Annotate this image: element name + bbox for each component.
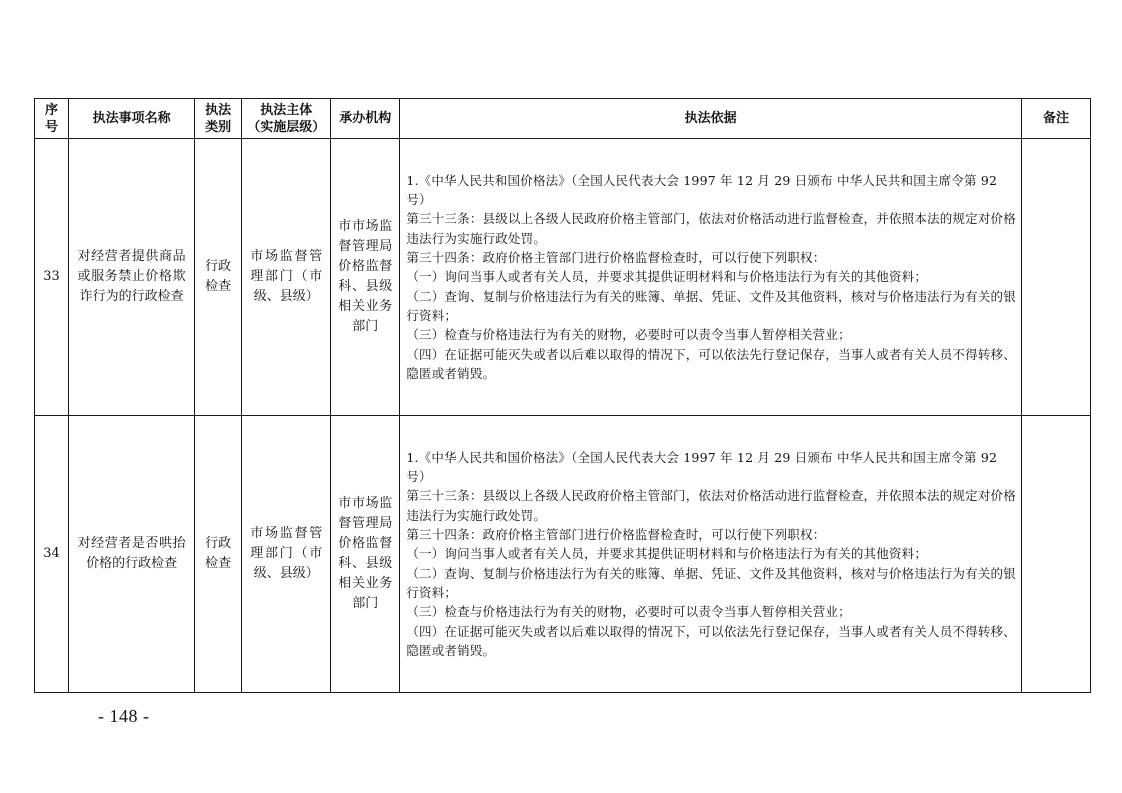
page-number: - 148 - — [98, 706, 150, 726]
row-enforcement-subject: 市场监督管理部门（市级、县级） — [242, 139, 331, 416]
basis-line: 1.《中华人民共和国价格法》（全国人民代表大会 1997 年 12 月 29 日颁布 中华人民共和国主席令第 92 号） — [406, 449, 998, 485]
basis-line: （一）询问当事人或者有关人员，并要求其提供证明材料和与价格违法行为有关的其他资料； — [406, 546, 928, 562]
basis-line: （一）询问当事人或者有关人员，并要求其提供证明材料和与价格违法行为有关的其他资料； — [406, 269, 928, 285]
row-seq: 34 — [35, 416, 69, 693]
basis-line: （四）在证据可能灭失或者以后难以取得的情况下，可以依法先行登记保存，当事人或者有关人员不得转移、隐匿或者销毁。 — [406, 346, 1016, 381]
legal-basis-list — [406, 171, 1017, 383]
header-seq: 序 号 — [35, 99, 69, 139]
header-item-name: 执法事项名称 — [69, 99, 195, 139]
basis-line: （三）检查与价格违法行为有关的财物，必要时可以责令当事人暂停相关营业； — [406, 327, 851, 343]
row-handling-agency: 市市场监督管理局价格监督科、县级相关业务部门 — [331, 416, 400, 693]
row-legal-basis — [400, 416, 1022, 693]
basis-line: 第三十三条：县级以上各级人民政府价格主管部门，依法对价格活动进行监督检查，并依照本法的规定对价格违法行为实施行政处罚。 — [406, 488, 1016, 523]
legal-basis-list — [406, 448, 1017, 660]
header-enforcement-type: 执法 类别 — [195, 99, 242, 139]
row-enforcement-type: 行政检查 — [195, 416, 242, 693]
row-item-name: 对经营者提供商品或服务禁止价格欺诈行为的行政检查 — [69, 139, 195, 416]
row-seq: 33 — [35, 139, 69, 416]
row-enforcement-type: 行政检查 — [195, 139, 242, 416]
row-remark — [1021, 139, 1090, 416]
basis-line: （四）在证据可能灭失或者以后难以取得的情况下，可以依法先行登记保存，当事人或者有关人员不得转移、隐匿或者销毁。 — [406, 623, 1016, 658]
basis-line: 第三十四条：政府价格主管部门进行价格监督检查时，可以行使下列职权： — [406, 250, 826, 266]
table-header-row — [35, 99, 1091, 139]
row-handling-agency: 市市场监督管理局价格监督科、县级相关业务部门 — [331, 139, 400, 416]
basis-line: 第三十三条：县级以上各级人民政府价格主管部门，依法对价格活动进行监督检查，并依照本法的规定对价格违法行为实施行政处罚。 — [406, 211, 1016, 246]
table-row — [35, 416, 1091, 693]
basis-line: （二）查询、复制与价格违法行为有关的账簿、单据、凭证、文件及其他资料，核对与价格违法行为有关的银行资料； — [406, 565, 1016, 600]
header-remark: 备注 — [1021, 99, 1090, 139]
row-item-name: 对经营者是否哄抬价格的行政检查 — [69, 416, 195, 693]
row-enforcement-subject: 市场监督管理部门（市级、县级） — [242, 416, 331, 693]
row-legal-basis — [400, 139, 1022, 416]
table-row — [35, 139, 1091, 416]
header-legal-basis: 执法依据 — [400, 99, 1022, 139]
row-remark — [1021, 416, 1090, 693]
basis-line: 1.《中华人民共和国价格法》（全国人民代表大会 1997 年 12 月 29 日颁布 中华人民共和国主席令第 92 号） — [406, 172, 998, 208]
header-handling-agency: 承办机构 — [331, 99, 400, 139]
basis-line: （二）查询、复制与价格违法行为有关的账簿、单据、凭证、文件及其他资料，核对与价格违法行为有关的银行资料； — [406, 288, 1016, 323]
basis-line: 第三十四条：政府价格主管部门进行价格监督检查时，可以行使下列职权： — [406, 527, 826, 543]
enforcement-items-table — [34, 98, 1091, 693]
basis-line: （三）检查与价格违法行为有关的财物，必要时可以责令当事人暂停相关营业； — [406, 604, 851, 620]
header-enforcement-subject: 执法主体 （实施层级） — [242, 99, 331, 139]
